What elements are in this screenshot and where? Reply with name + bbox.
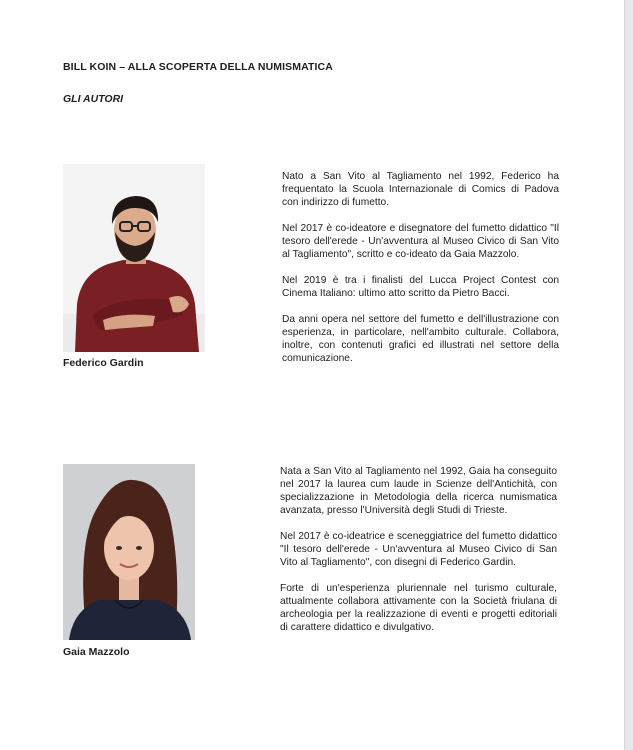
woman-portrait-image [63,464,195,640]
bio-paragraph: Nato a San Vito al Tagliamento nel 1992, Federico ha frequentato la Scuola Internazionale di Comics di Padova con indirizzo di fumetto. [282,171,559,208]
bio-paragraph: Forte di un'esperienza pluriennale nel turismo culturale, attualmente collabora attivamente con la Società friulana di archeologia per la realizzazione di eventi e progetti editoriali di carattere didattico e divulgativo. [280,583,557,633]
bio-paragraph: Nel 2019 è tra i finalisti del Lucca Project Contest con Cinema Italiano: ultimo atto scritto da Pietro Bacci. [282,275,559,299]
document-title: BILL KOIN – ALLA SCOPERTA DELLA NUMISMATICA [63,61,333,73]
bio-paragraph: Da anni opera nel settore del fumetto e dell'illustrazione con esperienza, in particolare, nell'ambito culturale. Collabora, inoltre, con contenuti grafici ed illustrati nel settore della comunicazione. [282,314,559,364]
author-name-federico: Federico Gardin [63,357,144,369]
bio-paragraph: Nel 2017 è co-ideatore e disegnatore del fumetto didattico "Il tesoro dell'erede - Un'avventura al Museo Civico di San Vito al Tagliamento", scritto e co-ideato da Gaia Mazzolo. [282,223,559,260]
bio-paragraph: Nata a San Vito al Tagliamento nel 1992, Gaia ha conseguito nel 2017 la laurea cum laude in Scienze dell'Antichità, con specializzazione in Metodologia della ricerca numismatica avanzata, presso l'Università degli Studi di Trieste. [280,466,557,516]
author-photo-federico [63,164,205,352]
author-name-gaia: Gaia Mazzolo [63,646,130,658]
author-photo-gaia [63,464,195,640]
bio-paragraph: Nel 2017 è co-ideatrice e sceneggiatrice del fumetto didattico "Il tesoro dell'erede - Un'avventura al Museo Civico di San Vito al Tagliamento", con disegni di Federico Gardin. [280,531,557,568]
author-bio-federico [282,170,559,378]
section-title: GLI AUTORI [63,93,124,105]
man-portrait-image [63,164,205,352]
author-bio-gaia [280,465,557,647]
